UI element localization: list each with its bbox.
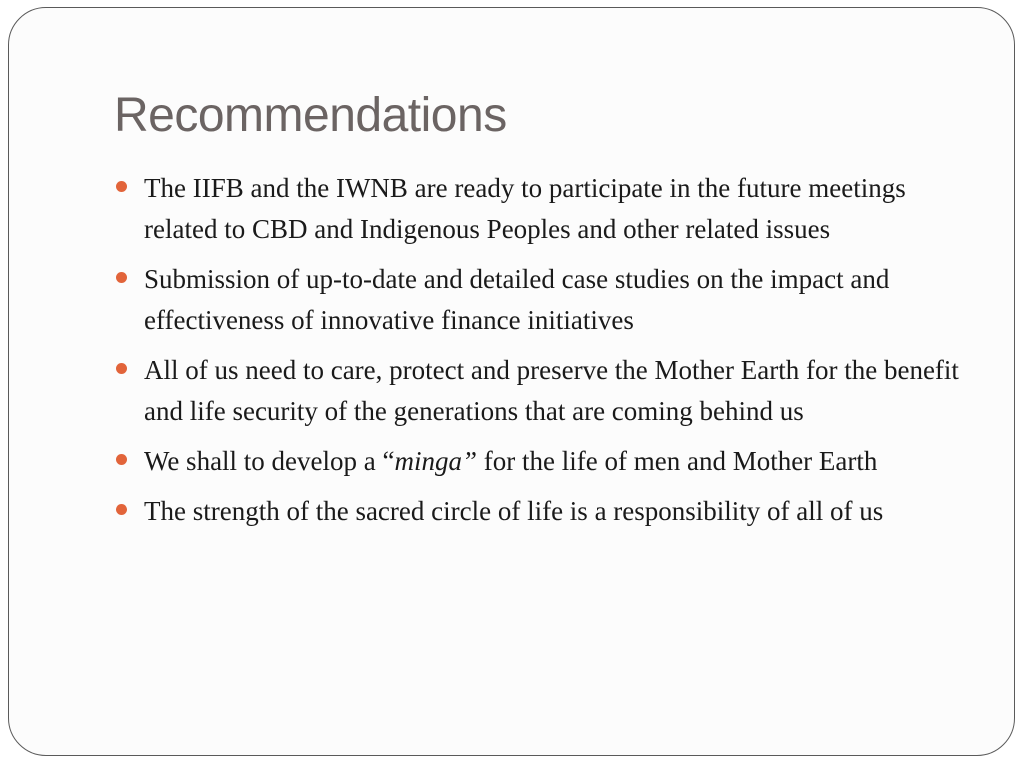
bullet-dot-icon xyxy=(116,272,127,283)
bullet-item-3 xyxy=(112,350,972,432)
slide-title: Recommendations xyxy=(114,89,507,142)
bullet-item-5 xyxy=(112,491,972,532)
bullet-dot-icon xyxy=(116,181,127,192)
bullet-item-4 xyxy=(112,441,972,482)
bullet-dot-icon xyxy=(116,454,127,465)
bullet-text: The strength of the sacred circle of life is a responsibility of all of us xyxy=(144,496,884,526)
bullet-text: Submission of up-to-date and detailed case studies on the impact and effectiveness of innovative finance initiatives xyxy=(144,264,890,335)
bullet-text-prefix: We shall to develop a “ xyxy=(144,446,395,476)
bullet-list xyxy=(112,168,972,541)
bullet-text-italic: minga” xyxy=(394,446,478,476)
bullet-item-2 xyxy=(112,259,972,341)
bullet-dot-icon xyxy=(116,363,127,374)
bullet-dot-icon xyxy=(116,504,127,515)
bullet-text: All of us need to care, protect and preserve the Mother Earth for the benefit and life security of the generations that are coming behind us xyxy=(144,355,959,426)
bullet-text: The IIFB and the IWNB are ready to participate in the future meetings related to CBD and Indigenous Peoples and other related issues xyxy=(144,173,906,244)
bullet-item-1 xyxy=(112,168,972,250)
bullet-text-suffix: for the life of men and Mother Earth xyxy=(477,446,878,476)
